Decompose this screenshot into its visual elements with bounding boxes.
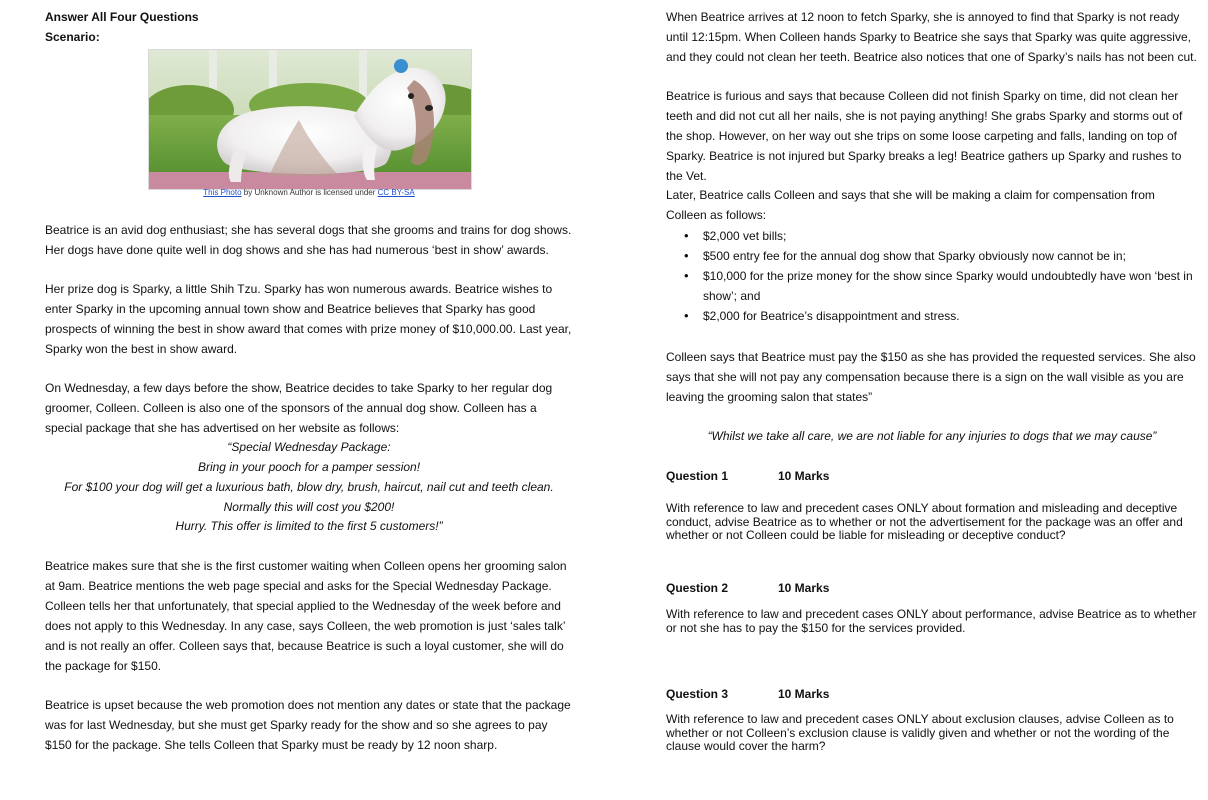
claim-item: • $500 entry fee for the annual dog show that Sparky obviously now cannot be in; xyxy=(666,246,1198,266)
ad-line-hurry: Hurry. This offer is limited to the first 5 customers!” xyxy=(175,519,443,533)
paragraph-agrees-to-pay: Beatrice is upset because the web promotion does not mention any dates or state that the package was for last Wednesday, but she must get Sparky ready for the show and so she agrees to pay $150 for the package. She tells Colleen that Sparky must be ready by 12 noon sharp. xyxy=(45,698,571,752)
paragraph-first-customer: Beatrice makes sure that she is the first customer waiting when Colleen opens her grooming salon at 9am. Beatrice mentions the web page special and asks for the Special Wednesday Package. xyxy=(45,559,567,593)
question-1-marks: 10 Marks xyxy=(778,469,830,483)
paragraph-sparky: Her prize dog is Sparky, a little Shih Tzu. Sparky has won numerous awards. Beatrice wishes to enter Sparky in the upcoming annual town show and Beatrice believes that Sparky has good prospects of winning the best in show award that comes with prize money of $10,000.00. Last year, Sparky won the best in show award. xyxy=(45,282,572,356)
license-link[interactable]: CC BY-SA xyxy=(377,188,415,197)
claim-item: • $10,000 for the prize money for the show since Sparky would undoubtedly have won ‘best in show’; and xyxy=(666,266,1198,306)
question-3-label: Question 3 xyxy=(666,687,729,701)
scenario-label: Scenario: xyxy=(45,30,100,44)
question-2-marks: 10 Marks xyxy=(778,581,830,595)
question-2-text: With reference to law and precedent cases ONLY about performance, advise Beatrice as to whether or not she has to pay the $150 for the services provided. xyxy=(666,607,1197,635)
question-3-text: With reference to law and precedent cases ONLY about exclusion clauses, advise Colleen as to whether or not Colleen’s exclusion clause is validly given and whether or not the wording of the clause would cover the harm? xyxy=(666,712,1174,753)
question-1-label: Question 1 xyxy=(666,469,729,483)
paragraph-colleen-reply: Colleen tells her that unfortunately, that special applied to the Wednesday of the week before and does not apply to this Wednesday. In any case, says Colleen, the web promotion is just ‘sales talk’ and is not really an offer. Colleen says that, because Beatrice is such a loyal customer, she will do the package for $150. xyxy=(45,599,566,673)
question-2-label: Question 2 xyxy=(666,581,729,595)
claim-item: • $2,000 for Beatrice’s disappointment and stress. xyxy=(666,306,1198,326)
paragraph-claim: Later, Beatrice calls Colleen and says that she will be making a claim for compensation from Colleen as follows: xyxy=(666,188,1155,222)
caption-text: by Unknown Author is licensed under xyxy=(241,188,378,197)
claim-item: • $2,000 vet bills; xyxy=(666,226,1198,246)
page-heading: Answer All Four Questions xyxy=(45,10,199,24)
paragraph-fetch: When Beatrice arrives at 12 noon to fetch Sparky, she is annoyed to find that Sparky is not ready until 12:15pm. When Colleen hands Sparky to Beatrice she says that Sparky was quite aggressive, and they could not clean her teeth. Beatrice also notices that one of Sparky’s nails has not been cut. xyxy=(666,10,1197,64)
paragraph-intro: Beatrice is an avid dog enthusiast; she has several dogs that she grooms and trains for dog shows. Her dogs have done quite well in dog shows and she has had numerous ‘best in show’ awards. xyxy=(45,223,572,257)
paragraph-colleen-refuses: Colleen says that Beatrice must pay the $150 as she has provided the requested services. She also says that she will not pay any compensation because there is a sign on the wall visible as you are leaving the grooming salon that states” xyxy=(666,350,1196,404)
dog-photo xyxy=(148,49,472,190)
ad-line-title: “Special Wednesday Package: xyxy=(227,440,391,454)
paragraph-groomer: On Wednesday, a few days before the show, Beatrice decides to take Sparky to her regular dog groomer, Colleen. Colleen is also one of the sponsors of the annual dog show. Colleen has a special package that she has advertised on her website as follows: xyxy=(45,381,553,435)
paragraph-furious: Beatrice is furious and says that because Colleen did not finish Sparky on time, did not clean her teeth and did not cut all her nails, she is not paying anything! She grabs Sparky and storms out of the shop. However, on her way out she trips on some loose carpeting and falls, landing on top of Sparky. Beatrice is not injured but Sparky breaks a leg! Beatrice gathers up Sparky and rushes to the Vet. xyxy=(666,89,1183,183)
ad-line-offer: For $100 your dog will get a luxurious bath, blow dry, brush, haircut, nail cut and teeth clean. Normally this will cost you $200! xyxy=(64,480,554,514)
photo-source-link[interactable]: This Photo xyxy=(203,188,242,197)
claims-list xyxy=(666,226,1198,326)
ad-line-pamper: Bring in your pooch for a pamper session! xyxy=(197,460,421,474)
exclusion-quote: “Whilst we take all care, we are not liable for any injuries to dogs that we may cause” xyxy=(707,429,1157,443)
question-1-text: With reference to law and precedent cases ONLY about formation and misleading and deceptive conduct, advise Beatrice as to whether or not the advertisement for the package was an offer and whether or not Colleen could be liable for misleading or deceptive conduct? xyxy=(666,501,1183,542)
question-3-marks: 10 Marks xyxy=(778,687,830,701)
photo-caption xyxy=(45,188,573,197)
